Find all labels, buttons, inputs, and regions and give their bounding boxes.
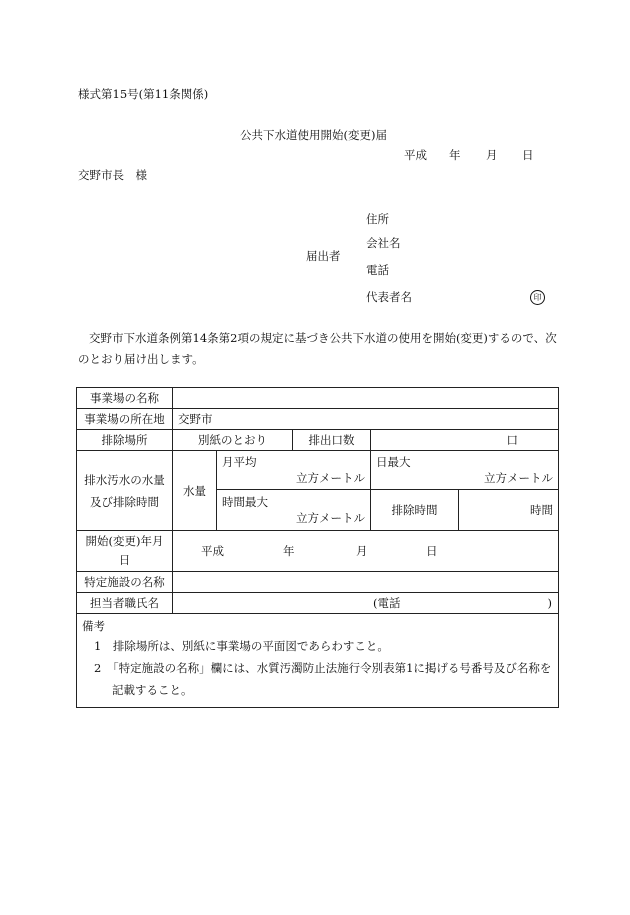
specific-facility-field[interactable] (173, 572, 559, 593)
start-date-field[interactable] (173, 531, 559, 572)
site-name-label: 事業場の名称 (77, 388, 173, 409)
monthly-avg-label: 月平均 (222, 455, 257, 469)
hourly-max-unit: 立方メートル (296, 511, 365, 525)
applicant-phone-label: 電話 (366, 263, 389, 277)
date-year: 年 (449, 148, 461, 162)
form-title: 公共下水道使用開始(変更)届 (240, 128, 387, 142)
site-location-field[interactable]: 交野市 (173, 409, 559, 430)
outlet-count-label: 排出口数 (293, 430, 371, 451)
seal-mark: 印 (530, 290, 545, 305)
form-number: 様式第15号(第11条関係) (78, 87, 209, 101)
table-row (77, 531, 559, 572)
contact-person-label: 担当者職氏名 (77, 593, 173, 614)
addressee: 交野市長 様 (78, 168, 147, 182)
outlet-count-field[interactable]: 口 (371, 430, 559, 451)
start-date-year: 年 (283, 544, 295, 558)
contact-person-field[interactable] (173, 593, 559, 614)
applicant-representative-label: 代表者名 (366, 290, 412, 304)
table-row (77, 572, 559, 593)
date-era: 平成 (404, 148, 427, 162)
table-row (77, 409, 559, 430)
discharge-place-label: 排除場所 (77, 430, 173, 451)
hourly-max-field[interactable] (217, 490, 371, 531)
specific-facility-label: 特定施設の名称 (77, 572, 173, 593)
water-volume-label: 水量 (173, 451, 217, 531)
contact-phone-close: ) (547, 596, 553, 610)
discharge-time-label: 排除時間 (371, 490, 459, 531)
notes-cell (77, 614, 559, 708)
daily-max-label: 日最大 (376, 455, 411, 469)
date-month: 月 (486, 148, 498, 162)
monthly-avg-unit: 立方メートル (296, 471, 365, 485)
table-row (77, 388, 559, 409)
applicant-company-label: 会社名 (366, 236, 401, 250)
date-day: 日 (522, 148, 534, 162)
table-row (77, 593, 559, 614)
monthly-avg-field[interactable] (217, 451, 371, 490)
daily-max-field[interactable] (371, 451, 559, 490)
table-row (77, 451, 559, 490)
notes-title: 備考 (82, 619, 105, 633)
site-name-field[interactable] (173, 388, 559, 409)
hourly-max-label: 時間最大 (222, 495, 268, 509)
note-item: 1 排除場所は、別紙に事業場の平面図であらわすこと。 (94, 639, 389, 653)
applicant-address-label: 住所 (366, 212, 389, 226)
body-text: 交野市下水道条例第14条第2項の規定に基づき公共下水道の使用を開始(変更)するので、次のとおり届け出します。 (78, 331, 557, 366)
daily-max-unit: 立方メートル (484, 471, 554, 485)
table-row (77, 614, 559, 708)
start-date-month: 月 (356, 544, 368, 558)
start-date-label: 開始(変更)年月日 (77, 531, 173, 572)
discharge-time-field[interactable]: 時間 (459, 490, 559, 531)
site-location-label: 事業場の所在地 (77, 409, 173, 430)
application-table (76, 387, 559, 708)
start-date-era: 平成 (201, 544, 224, 558)
contact-phone-open: (電話 (373, 596, 401, 610)
discharge-place-value: 別紙のとおり (173, 430, 293, 451)
water-volume-main-label: 排水汚水の水量及び排除時間 (77, 451, 173, 531)
start-date-day: 日 (426, 544, 438, 558)
note-item: 2 「特定施設の名称」欄には、水質汚濁防止法施行令別表第1に掲げる号番号及び名称を記載すること。 (94, 661, 552, 697)
applicant-label: 届出者 (306, 249, 341, 263)
table-row (77, 430, 559, 451)
